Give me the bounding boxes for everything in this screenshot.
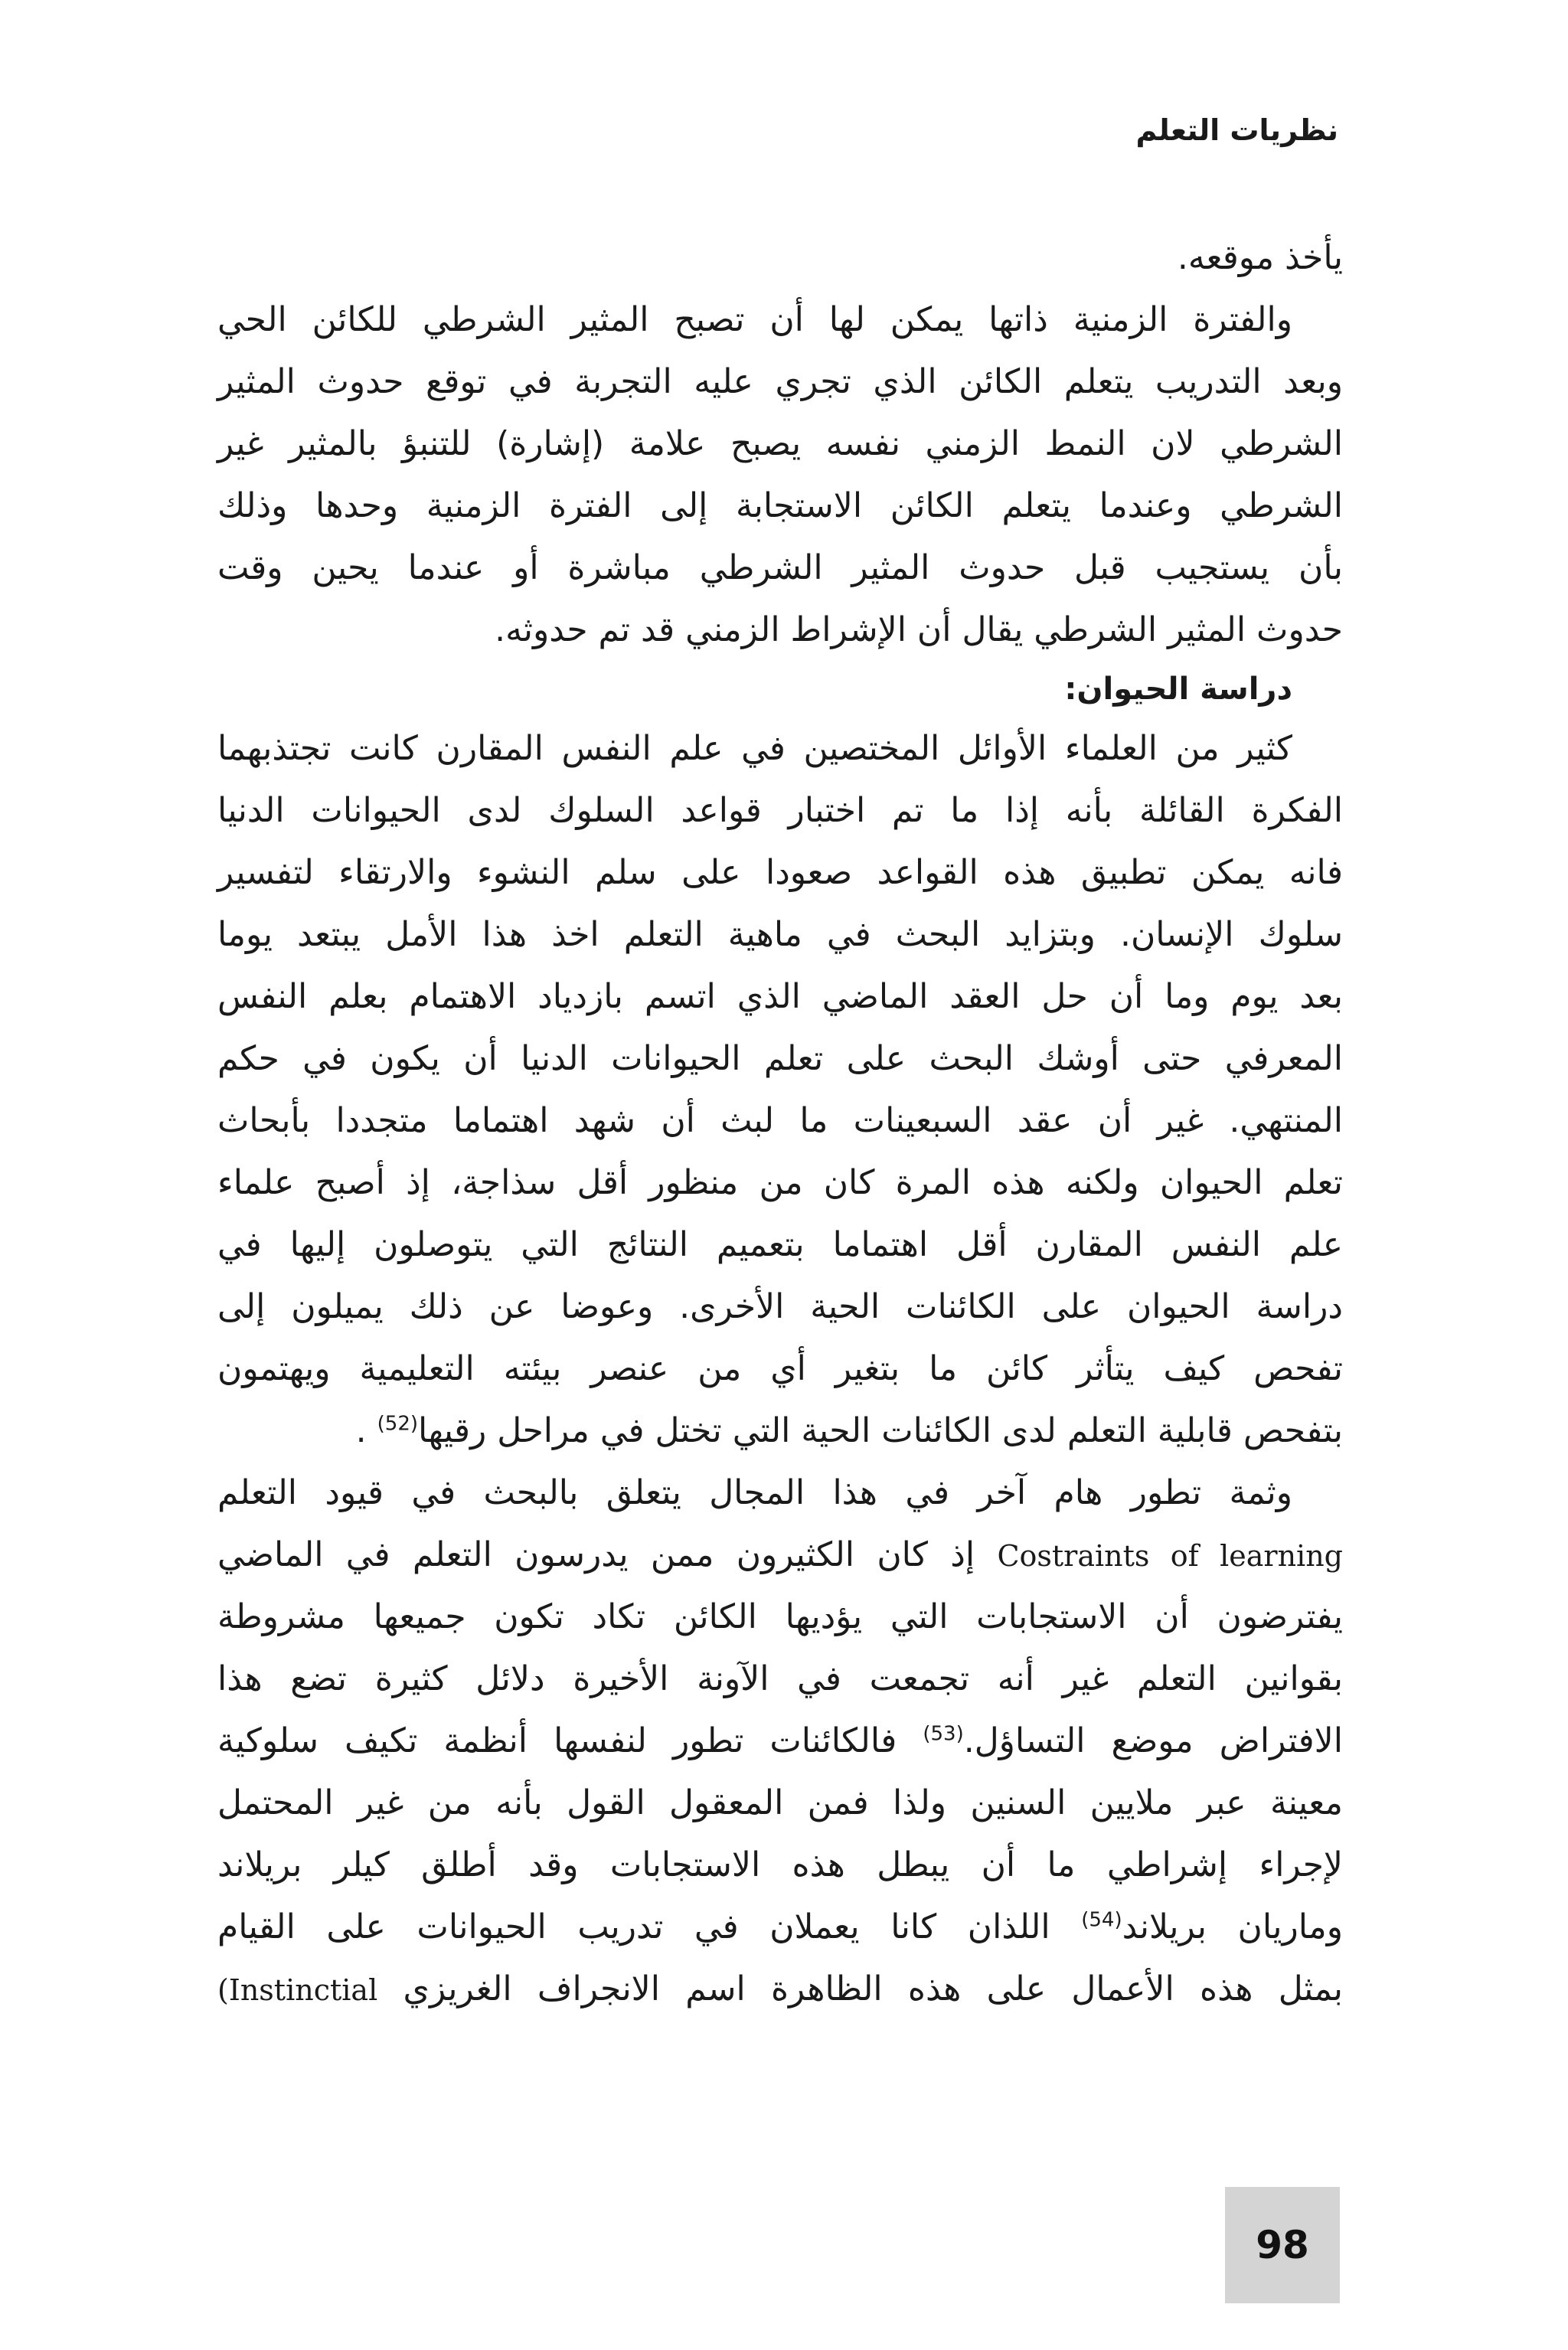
text-line — [217, 1896, 1343, 1958]
text-fragment: الافتراض موضع التساؤل. — [963, 1721, 1343, 1760]
text-line: يفترضون أن الاستجابات التي يؤديها الكائن تكاد تكون جميعها مشروطة — [217, 1597, 1343, 1636]
body-text — [217, 227, 1343, 2020]
text-line: الشرطي وعندما يتعلم الكائن الاستجابة إلى الفترة الزمنية وحدها وذلك — [217, 486, 1343, 525]
text-line: المعرفي حتى أوشك البحث على تعلم الحيوانات الدنيا أن يكون في حكم — [217, 1039, 1343, 1078]
text-line — [217, 1710, 1343, 1772]
text-line: وبعد التدريب يتعلم الكائن الذي تجري عليه التجربة في توقع حدوث المثير — [217, 362, 1343, 401]
footnote-ref-52: (52) — [377, 1412, 419, 1436]
text-line: بعد يوم وما أن حل العقد الماضي الذي اتسم بازدياد الاهتمام بعلم النفس — [217, 977, 1343, 1016]
running-header-title: نظريات التعلم — [1135, 113, 1338, 147]
text-line: والفترة الزمنية ذاتها يمكن لها أن تصبح المثير الشرطي للكائن الحي — [217, 300, 1292, 339]
text-line: سلوك الإنسان. وبتزايد البحث في ماهية التعلم اخذ هذا الأمل يبتعد يوما — [217, 915, 1343, 954]
text-line: فانه يمكن تطبيق هذه القواعد صعودا على سلم النشوء والارتقاء لتفسير — [217, 853, 1343, 892]
text-fragment: بتفحص قابلية التعلم لدى الكائنات الحية التي تختل في مراحل رقيها — [418, 1411, 1343, 1450]
footnote-ref-54: (54) — [1081, 1908, 1122, 1932]
text-fragment: فالكائنات تطور لنفسها أنظمة تكيف سلوكية — [217, 1721, 897, 1760]
text-line: تعلم الحيوان ولكنه هذه المرة كان من منظور أقل سذاجة، إذ أصبح علماء — [217, 1163, 1343, 1202]
text-fragment: إذ كان الكثيرون ممن يدرسون التعلم في الماضي — [217, 1535, 975, 1574]
text-line: بقوانين التعلم غير أنه تجمعت في الآونة الأخيرة دلائل كثيرة تضع هذا — [217, 1659, 1343, 1698]
text-line: معينة عبر ملايين السنين ولذا فمن المعقول القول بأنه من غير المحتمل — [217, 1783, 1343, 1822]
text-line: الشرطي لان النمط الزمني نفسه يصبح علامة (إشارة) للتنبؤ بالمثير غير — [217, 424, 1343, 463]
latin-term-instinctial: (Instinctial — [217, 1973, 378, 2007]
text-line: الفكرة القائلة بأنه إذا ما تم اختبار قواعد السلوك لدى الحيوانات الدنيا — [217, 791, 1343, 830]
text-line: علم النفس المقارن أقل اهتماما بتعميم النتائج التي يتوصلون إليها في — [217, 1225, 1343, 1264]
text-line — [217, 1524, 1343, 1586]
text-line: وثمة تطور هام آخر في هذا المجال يتعلق بالبحث في قيود التعلم — [217, 1473, 1292, 1512]
text-line — [217, 1958, 1343, 2020]
text-fragment: اللذان كانا يعملان في تدريب الحيوانات على القيام — [217, 1907, 1050, 1946]
section-heading: دراسة الحيوان: — [1064, 672, 1292, 707]
text-line — [217, 1400, 1343, 1462]
sentence-period: . — [355, 1411, 367, 1450]
text-line: المنتهي. غير أن عقد السبعينات ما لبث أن شهد اهتماما متجددا بأبحاث — [217, 1101, 1343, 1140]
footnote-ref-53: (53) — [923, 1722, 964, 1746]
text-line: كثير من العلماء الأوائل المختصين في علم النفس المقارن كانت تجتذبهما — [217, 729, 1292, 768]
page-number: 98 — [1256, 2223, 1309, 2267]
latin-term-constraints: Costraints of learning — [997, 1539, 1343, 1573]
text-line: بأن يستجيب قبل حدوث المثير الشرطي مباشرة أو عندما يحين وقت — [217, 548, 1343, 587]
text-line: حدوث المثير الشرطي يقال أن الإشراط الزمني قد تم حدوثه. — [495, 610, 1343, 649]
text-fragment: بمثل هذه الأعمال على هذه الظاهرة اسم الانجراف الغريزي — [403, 1969, 1343, 2008]
text-line: دراسة الحيوان على الكائنات الحية الأخرى. وعوضا عن ذلك يميلون إلى — [217, 1287, 1343, 1326]
text-line: لإجراء إشراطي ما أن يبطل هذه الاستجابات وقد أطلق كيلر بريلاند — [217, 1845, 1343, 1884]
text-line: تفحص كيف يتأثر كائن ما بتغير أي من عنصر بيئته التعليمية ويهتمون — [217, 1349, 1343, 1388]
page-number-box — [1225, 2187, 1340, 2303]
text-fragment: وماريان بريلاند — [1122, 1907, 1343, 1946]
text-line: يأخذ موقعه. — [1177, 238, 1343, 277]
